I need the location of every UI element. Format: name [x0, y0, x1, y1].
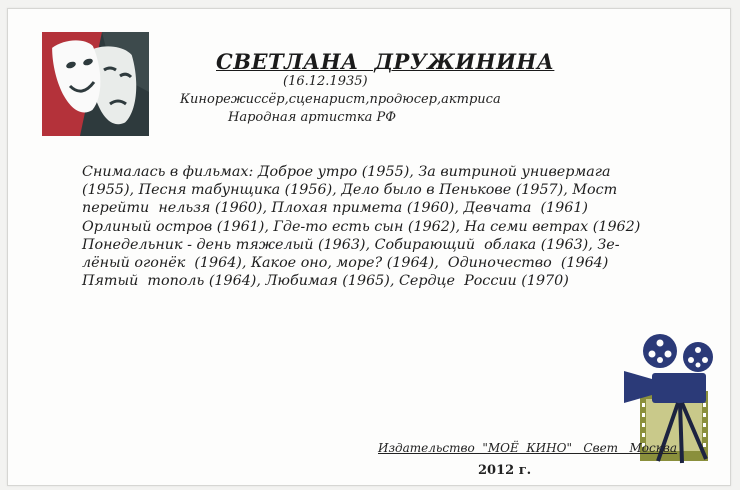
honorary-title: Народная артистка РФ — [228, 110, 397, 125]
publication-year: 2012 г. — [478, 463, 532, 478]
theatre-masks-icon — [42, 32, 149, 136]
filmography-line: (1955), Песня табунщика (1956), Дело было в Пенькове (1957), Мост — [82, 182, 618, 199]
profession: Кинорежиссёр,сценарист,продюсер,актриса — [180, 92, 501, 107]
filmography-line: лёный огонёк (1964), Какое оно, море? (1964), Одиночество (1964) — [82, 255, 609, 272]
person-name: СВЕТЛАНА ДРУЖИНИНА — [216, 49, 555, 74]
filmography-line: Понедельник - день тяжелый (1963), Собирающий облака (1963), Зе- — [82, 236, 620, 253]
filmography — [82, 163, 672, 290]
filmography-line: перейти нельзя (1960), Плохая примета (1960), Девчата (1961) — [82, 200, 588, 217]
filmography-line: Орлиный остров (1961), Где-то есть сын (1962), На семи ветрах (1962) — [82, 218, 641, 235]
birth-date: (16.12.1935) — [283, 74, 368, 89]
filmography-line: Пятый тополь (1964), Любимая (1965), Сердце России (1970) — [82, 273, 569, 290]
postcard — [7, 8, 731, 486]
filmography-line: Снималась в фильмах: Доброе утро (1955), За витриной универмага — [82, 164, 611, 180]
publisher: Издательство "МОЁ КИНО" Свет Москва — [378, 441, 678, 455]
